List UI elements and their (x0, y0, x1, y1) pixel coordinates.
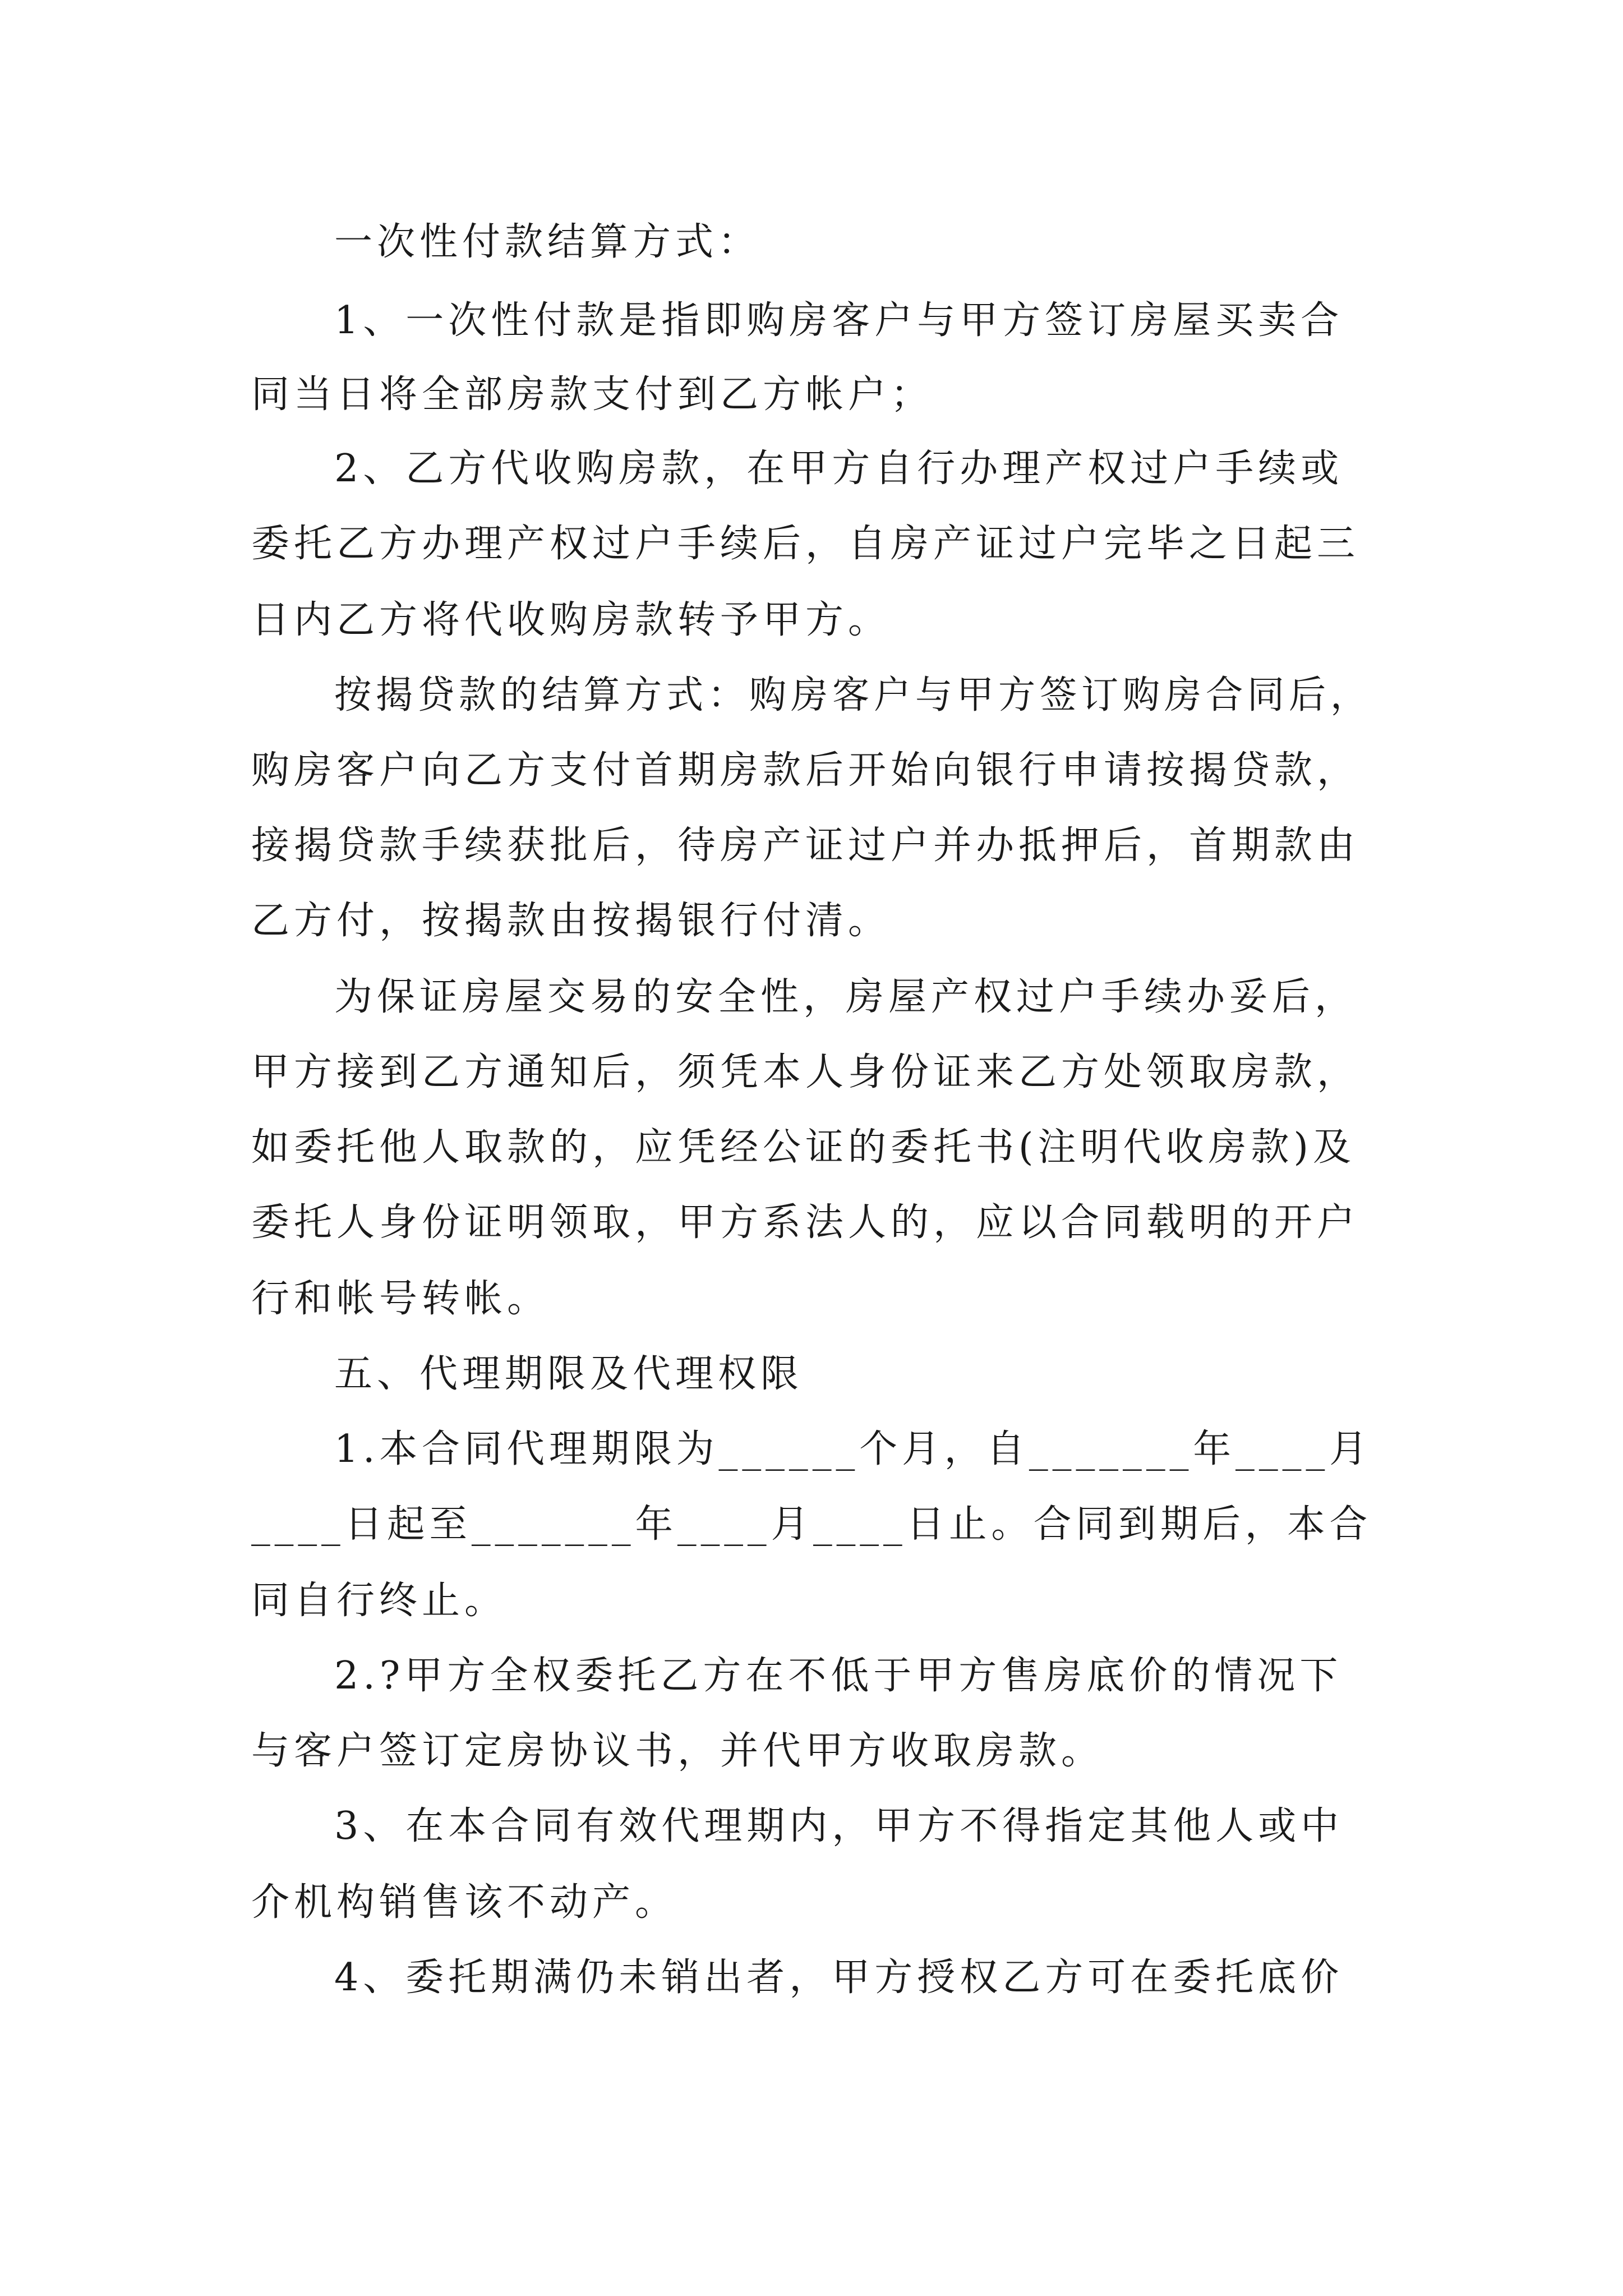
paragraph-line: 乙方付，按揭款由按揭银行付清。 (251, 899, 891, 943)
paragraph-line: 同当日将全部房款支付到乙方帐户； (251, 372, 934, 417)
paragraph-line: ____日起至_______年____月____日止。合同到期后，本合 (251, 1502, 1372, 1547)
paragraph-line: 2、乙方代收购房款，在甲方自行办理产权过户手续或 (334, 447, 1344, 491)
paragraph-line: 2.?甲方全权委托乙方在不低于甲方售房底价的情况下 (334, 1654, 1343, 1698)
paragraph-line: 为保证房屋交易的安全性，房屋产权过户手续办妥后， (334, 975, 1358, 1019)
paragraph-line: 与客户签订定房协议书，并代甲方收取房款。 (251, 1729, 1104, 1773)
paragraph-line: 4、委托期满仍未销出者，甲方授权乙方可在委托底价 (334, 1955, 1344, 2000)
paragraph-line: 3、在本合同有效代理期内，甲方不得指定其他人或中 (334, 1804, 1344, 1848)
paragraph-line: 1、一次性付款是指即购房客户与甲方签订房屋买卖合 (334, 298, 1344, 343)
paragraph-line: 行和帐号转帐。 (251, 1277, 550, 1321)
paragraph-line: 日内乙方将代收购房款转予甲方。 (251, 598, 891, 642)
paragraph-line: 甲方接到乙方通知后，须凭本人身份证来乙方处领取房款， (251, 1050, 1360, 1094)
paragraph-line: 委托乙方办理产权过户手续后，自房产证过户完毕之日起三 (251, 522, 1360, 566)
paragraph-line: 同自行终止。 (251, 1579, 508, 1623)
paragraph-line: 介机构销售该不动产。 (251, 1880, 678, 1925)
paragraph-line: 接揭贷款手续获批后，待房产证过户并办抵押后，首期款由 (251, 823, 1360, 868)
paragraph-line: 购房客户向乙方支付首期房款后开始向银行申请按揭贷款， (251, 748, 1360, 793)
paragraph-line: 委托人身份证明领取，甲方系法人的，应以合同载明的开户 (251, 1200, 1360, 1245)
section-heading: 五、代理期限及代理权限 (334, 1352, 804, 1396)
paragraph-line: 1.本合同代理期限为______个月，自_______年____月 (334, 1427, 1372, 1471)
paragraph-line: 按揭贷款的结算方式：购房客户与甲方签订购房合同后， (334, 673, 1372, 717)
paragraph-line: 一次性付款结算方式： (334, 220, 761, 264)
paragraph-line: 如委托他人取款的，应凭经公证的委托书(注明代收房款)及 (251, 1125, 1356, 1170)
